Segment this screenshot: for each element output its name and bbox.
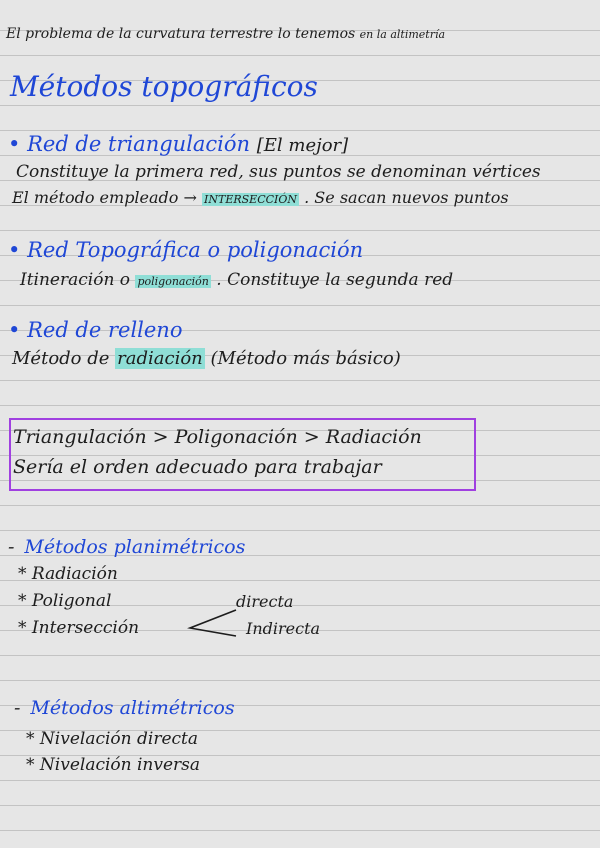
planimetricos-branch-directa: directa [236,592,294,611]
relleno-line1 [12,348,401,369]
bullet: • [8,318,21,342]
planimetricos-item: * Radiación [18,564,118,584]
altimetricos-heading: Métodos altimétricos [30,697,235,719]
intro-text: El problema de la curvatura terrestre lo tenemos [6,26,356,42]
relleno-line1-pre: Método de [12,348,110,369]
triangulacion-note: [El mejor] [256,135,349,156]
triangulacion-heading: Red de triangulación [27,132,251,156]
relleno-heading: Red de relleno [27,318,183,342]
highlight-radiacion: radiación [117,348,203,369]
summary-line2: Sería el orden adecuado para trabajar [13,456,382,478]
triangulacion-line1: Constituye la primera red, sus puntos se denominan vértices [16,162,541,182]
page-title: Métodos topográficos [10,70,318,103]
poligonacion-heading: Red Topográfica o poligonación [27,238,364,262]
planimetricos-heading-row [8,536,245,558]
triangulacion-line2-pre: El método empleado → [12,188,197,207]
poligonacion-line1-post: . Constituye la segunda red [216,270,454,290]
summary-line1: Triangulación > Poligonación > Radiación [13,426,422,448]
bullet: • [8,238,21,262]
altimetricos-item: * Nivelación directa [26,729,198,749]
triangulacion-heading-row [8,132,348,156]
poligonacion-heading-row [8,238,363,262]
intro-text-small: en la altimetría [359,28,446,41]
intro-line [6,26,445,42]
planimetricos-item: * Poligonal [18,591,112,611]
triangulacion-line2 [12,188,509,207]
altimetricos-heading-row [14,697,235,719]
planimetricos-item: * Intersección [18,618,140,638]
bullet: • [8,132,21,156]
branch-arrow-icon [184,606,244,642]
poligonacion-line1-pre: Itineración o [20,270,131,290]
summary-box [9,418,476,491]
altimetricos-item: * Nivelación inversa [26,755,201,775]
dash: - [8,536,15,558]
relleno-heading-row [8,318,182,342]
highlight-interseccion: INTERSECCIÓN [204,193,298,206]
poligonacion-line1 [20,270,453,290]
highlight-poligonacion: poligonación [137,275,209,288]
planimetricos-branch-indirecta: Indirecta [246,619,321,638]
dash: - [14,697,21,719]
relleno-line1-post: (Método más básico) [210,348,401,369]
planimetricos-heading: Métodos planimétricos [24,536,246,558]
triangulacion-line2-post: . Se sacan nuevos puntos [304,188,509,207]
